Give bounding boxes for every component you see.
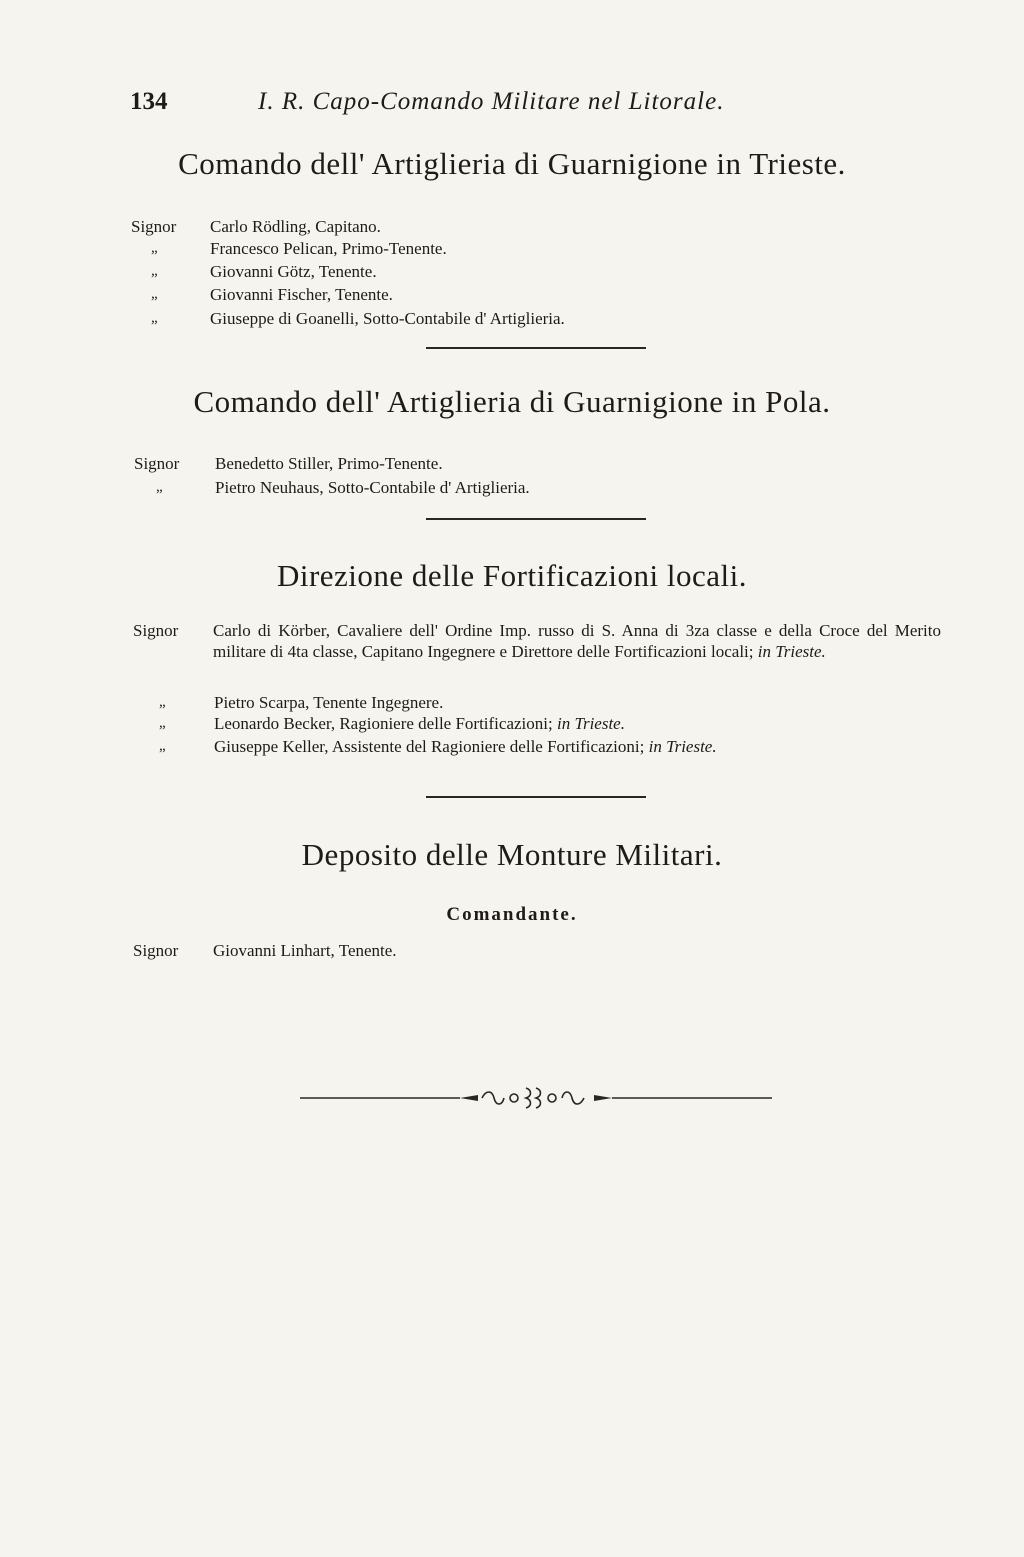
- section-divider: [426, 347, 646, 349]
- entry-body: Leonardo Becker, Ragioniere delle Fortificazioni;: [214, 714, 553, 733]
- entry-text: Benedetto Stiller, Primo-Tenente.: [215, 454, 443, 473]
- ditto-mark: „: [156, 479, 163, 495]
- section-title-fortificazioni: Direzione delle Fortificazioni locali.: [276, 558, 748, 593]
- entry-text: Francesco Pelican, Primo-Tenente.: [210, 239, 447, 258]
- section-title-artiglieria-trieste: Comando dell' Artiglieria di Guarnigione in Trieste.: [178, 146, 846, 181]
- end-ornament: [300, 1082, 772, 1114]
- entry-text: Giovanni Götz, Tenente.: [210, 262, 377, 281]
- running-head: [130, 88, 850, 124]
- ditto-mark: „: [159, 738, 166, 754]
- ditto-mark: „: [151, 286, 158, 302]
- page-number: 134: [130, 88, 168, 115]
- subheading-comandante: Comandante.: [446, 904, 578, 925]
- entry-place: in Trieste.: [556, 714, 625, 733]
- entry-body: Carlo di Körber, Cavaliere dell' Ordine Imp. russo di S. Anna di 3za classe e della Croce del Merito militare di 4ta classe, Capitano Ingegnere e Direttore delle Fortificazioni locali;: [213, 621, 941, 661]
- ditto-mark: „: [151, 310, 158, 326]
- entry-text: Pietro Neuhaus, Sotto-Contabile d' Artiglieria.: [215, 478, 530, 497]
- entry-prefix: Signor: [134, 454, 180, 473]
- entry-text: Giovanni Linhart, Tenente.: [213, 941, 397, 960]
- entry-body: Giuseppe Keller, Assistente del Ragioniere delle Fortificazioni;: [214, 737, 645, 756]
- entry-prefix: Signor: [133, 941, 179, 960]
- entry-place: in Trieste.: [757, 642, 826, 661]
- section-title-artiglieria-pola: Comando dell' Artiglieria di Guarnigione in Pola.: [193, 384, 831, 419]
- section-title-monture: Deposito delle Monture Militari.: [301, 837, 723, 872]
- entry-text: Pietro Scarpa, Tenente Ingegnere.: [214, 693, 444, 712]
- entry-prefix: Signor: [133, 621, 179, 640]
- entry-text: [214, 713, 625, 734]
- entry-text: Carlo Rödling, Capitano.: [210, 217, 381, 236]
- ditto-mark: „: [151, 240, 158, 256]
- entry-text: Giovanni Fischer, Tenente.: [210, 285, 393, 304]
- entry-text: [214, 736, 941, 757]
- ditto-mark: „: [151, 263, 158, 279]
- entry-prefix: Signor: [131, 217, 177, 236]
- entry-text: [213, 620, 941, 662]
- running-title: I. R. Capo-Comando Militare nel Litorale.: [258, 88, 725, 115]
- entry-text: Giuseppe di Goanelli, Sotto-Contabile d' Artiglieria.: [210, 309, 565, 328]
- section-divider: [426, 796, 646, 798]
- section-divider: [426, 518, 646, 520]
- ditto-mark: „: [159, 694, 166, 710]
- entry-place: in Trieste.: [648, 737, 717, 756]
- ditto-mark: „: [159, 715, 166, 731]
